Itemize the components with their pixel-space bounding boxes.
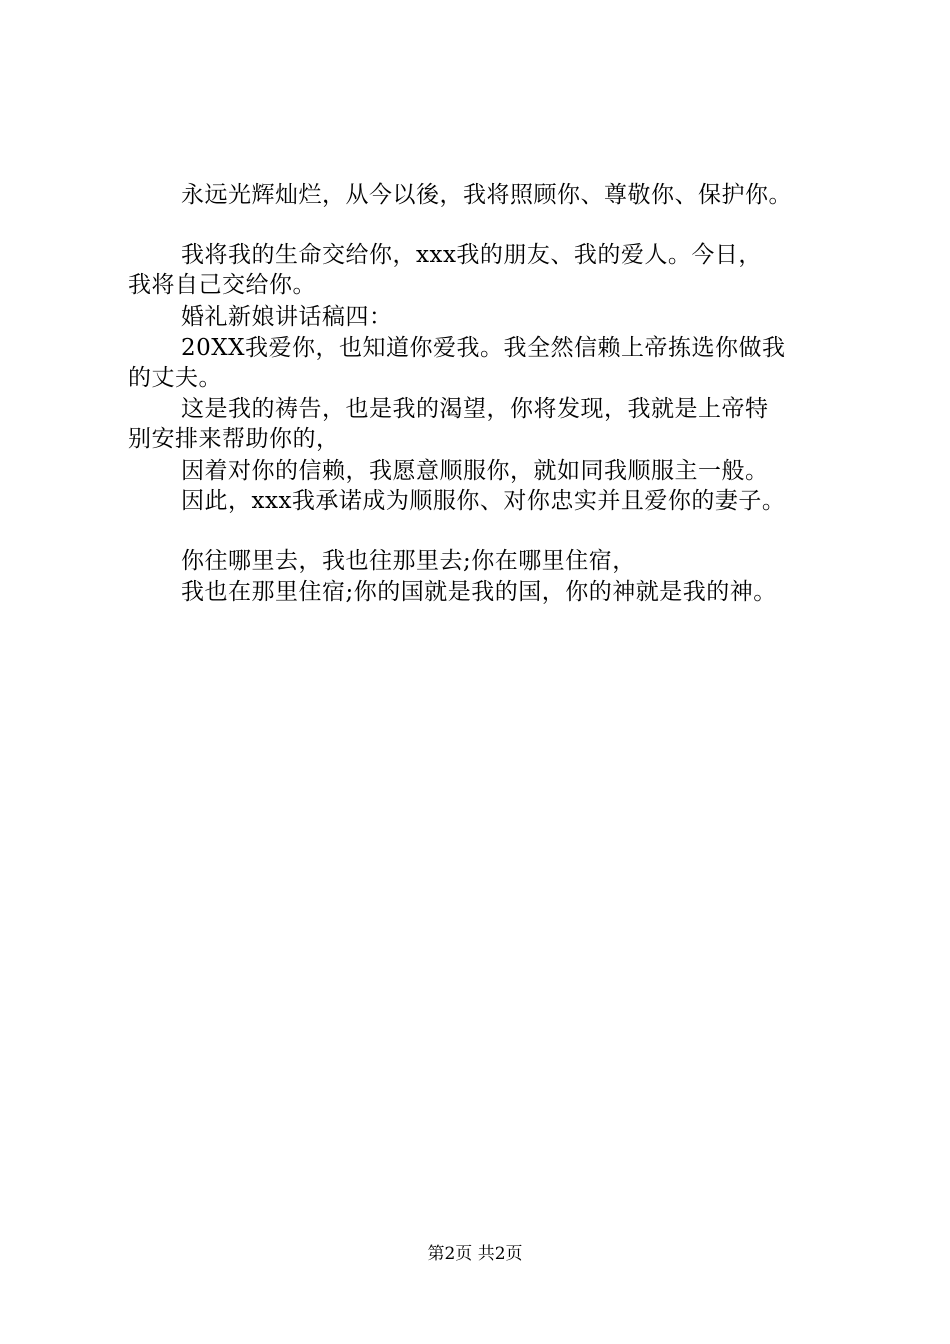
paragraph-line: 我将自己交给你。 [128,272,316,298]
paragraph-line: 的丈夫。 [128,365,222,391]
paragraph-line: 永远光辉灿烂，从今以後，我将照顾你、尊敬你、保护你。 [181,182,792,208]
paragraph-line: 别安排来帮助你的， [128,426,340,452]
paragraph-line: 20XX我爱你，也知道你爱我。我全然信赖上帝拣选你做我 [181,335,786,361]
section-heading: 婚礼新娘讲话稿四： [181,304,393,330]
paragraph-line: 因着对你的信赖，我愿意顺服你，就如同我顺服主一般。 [181,458,769,484]
paragraph-line: 我也在那里住宿;你的国就是我的国，你的神就是我的神。 [181,579,777,605]
paragraph-line: 我将我的生命交给你，xxx我的朋友、我的爱人。今日， [181,242,762,268]
page-number-footer: 第2页 共2页 [427,1244,523,1264]
paragraph-line: 因此，xxx我承诺成为顺服你、对你忠实并且爱你的妻子。 [181,488,786,514]
paragraph-line: 你往哪里去，我也往那里去;你在哪里住宿， [181,548,636,574]
paragraph-line: 这是我的祷告，也是我的渴望，你将发现，我就是上帝特 [181,396,769,422]
